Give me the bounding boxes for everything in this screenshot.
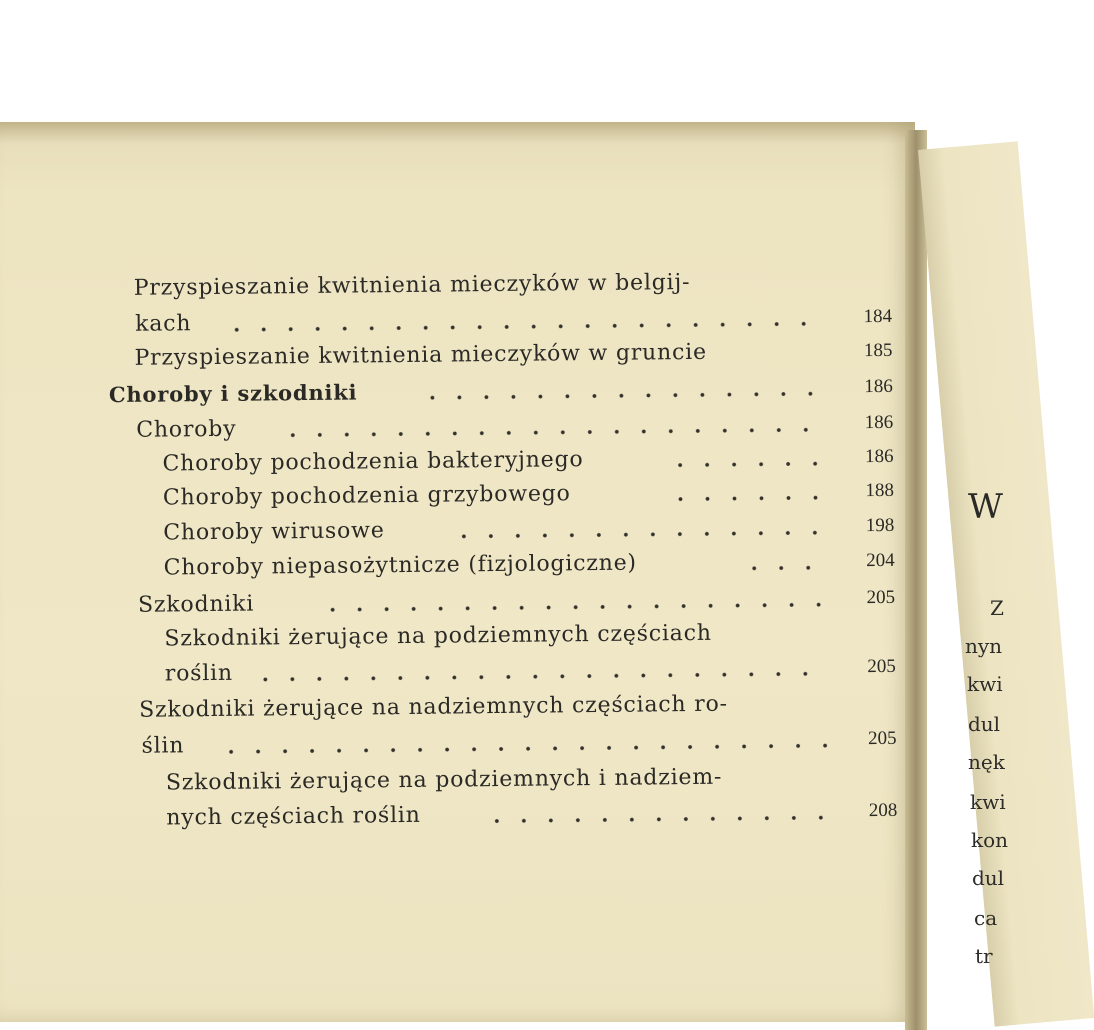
toc-entry-title: Choroby wirusowe [163,516,385,548]
toc-page-number: 205 [847,583,895,614]
dot-leader [217,725,827,761]
toc-page-number: 198 [846,511,894,542]
toc-page-number: 186 [845,442,893,473]
dot-leader [666,443,824,475]
toc-entry-title: nych częściach roślin [166,801,421,834]
toc-page-number: 205 [848,652,896,683]
toc-entry-title: Choroby niepasożytnicze (fizjologiczne) [164,549,637,584]
right-page-heading: W [968,487,1003,527]
toc-entry-title: Szkodniki żerujące na podziemnych i nadziem- [166,763,723,799]
dot-leader [741,547,826,578]
toc-entry-title: Przyspieszanie kwitnienia mieczyków w belgij- [134,268,691,304]
toc-page-number: 204 [847,546,895,577]
toc-page-number: 188 [846,476,894,507]
toc-entry-title: kach [135,309,191,340]
toc-page-number: 184 [844,302,892,333]
right-page-line: dul [968,712,1000,736]
right-page-line: kwi [967,672,1003,696]
dot-leader [252,653,827,689]
toc-entry-title: roślin [165,659,233,690]
right-page-line: Z [990,596,1004,620]
toc-entry-title: Szkodniki żerujące na nadziemnych częściach ro- [139,690,728,726]
dot-leader [667,477,825,509]
dot-leader [483,797,828,831]
dot-leader [319,584,826,619]
toc-page-number: 185 [844,336,892,367]
dot-leader [450,512,825,546]
toc-entry-title: ślin [141,731,184,761]
toc-page-number: 208 [849,796,897,827]
right-page-line: dul [972,866,1004,890]
toc-entry-title: Choroby pochodzenia grzybowego [163,479,571,513]
toc-page-number: 186 [845,408,893,439]
right-page-line: kon [971,828,1008,852]
dot-leader [419,373,824,407]
toc-entry-title: Szkodniki żerujące na podziemnych częściach [164,619,712,655]
dot-leader [223,303,823,339]
right-page-line: tr [975,944,993,968]
right-page-line: nęk [968,750,1005,774]
toc-entry-title: Szkodniki [138,590,254,621]
toc-page-number: 186 [845,372,893,403]
right-page-line: ca [974,906,997,930]
toc-section-title: Choroby i szkodniki [109,377,358,410]
toc-page-number: 205 [848,724,896,755]
right-page-line: nyn [965,634,1002,658]
toc-entry-title: Przyspieszanie kwitnienia mieczyków w gruncie [134,338,707,374]
right-page-line: kwi [970,790,1006,814]
toc-entry-title: Choroby pochodzenia bakteryjnego [162,445,583,479]
toc-entry-title: Choroby [136,415,236,446]
dot-leader [279,409,824,445]
